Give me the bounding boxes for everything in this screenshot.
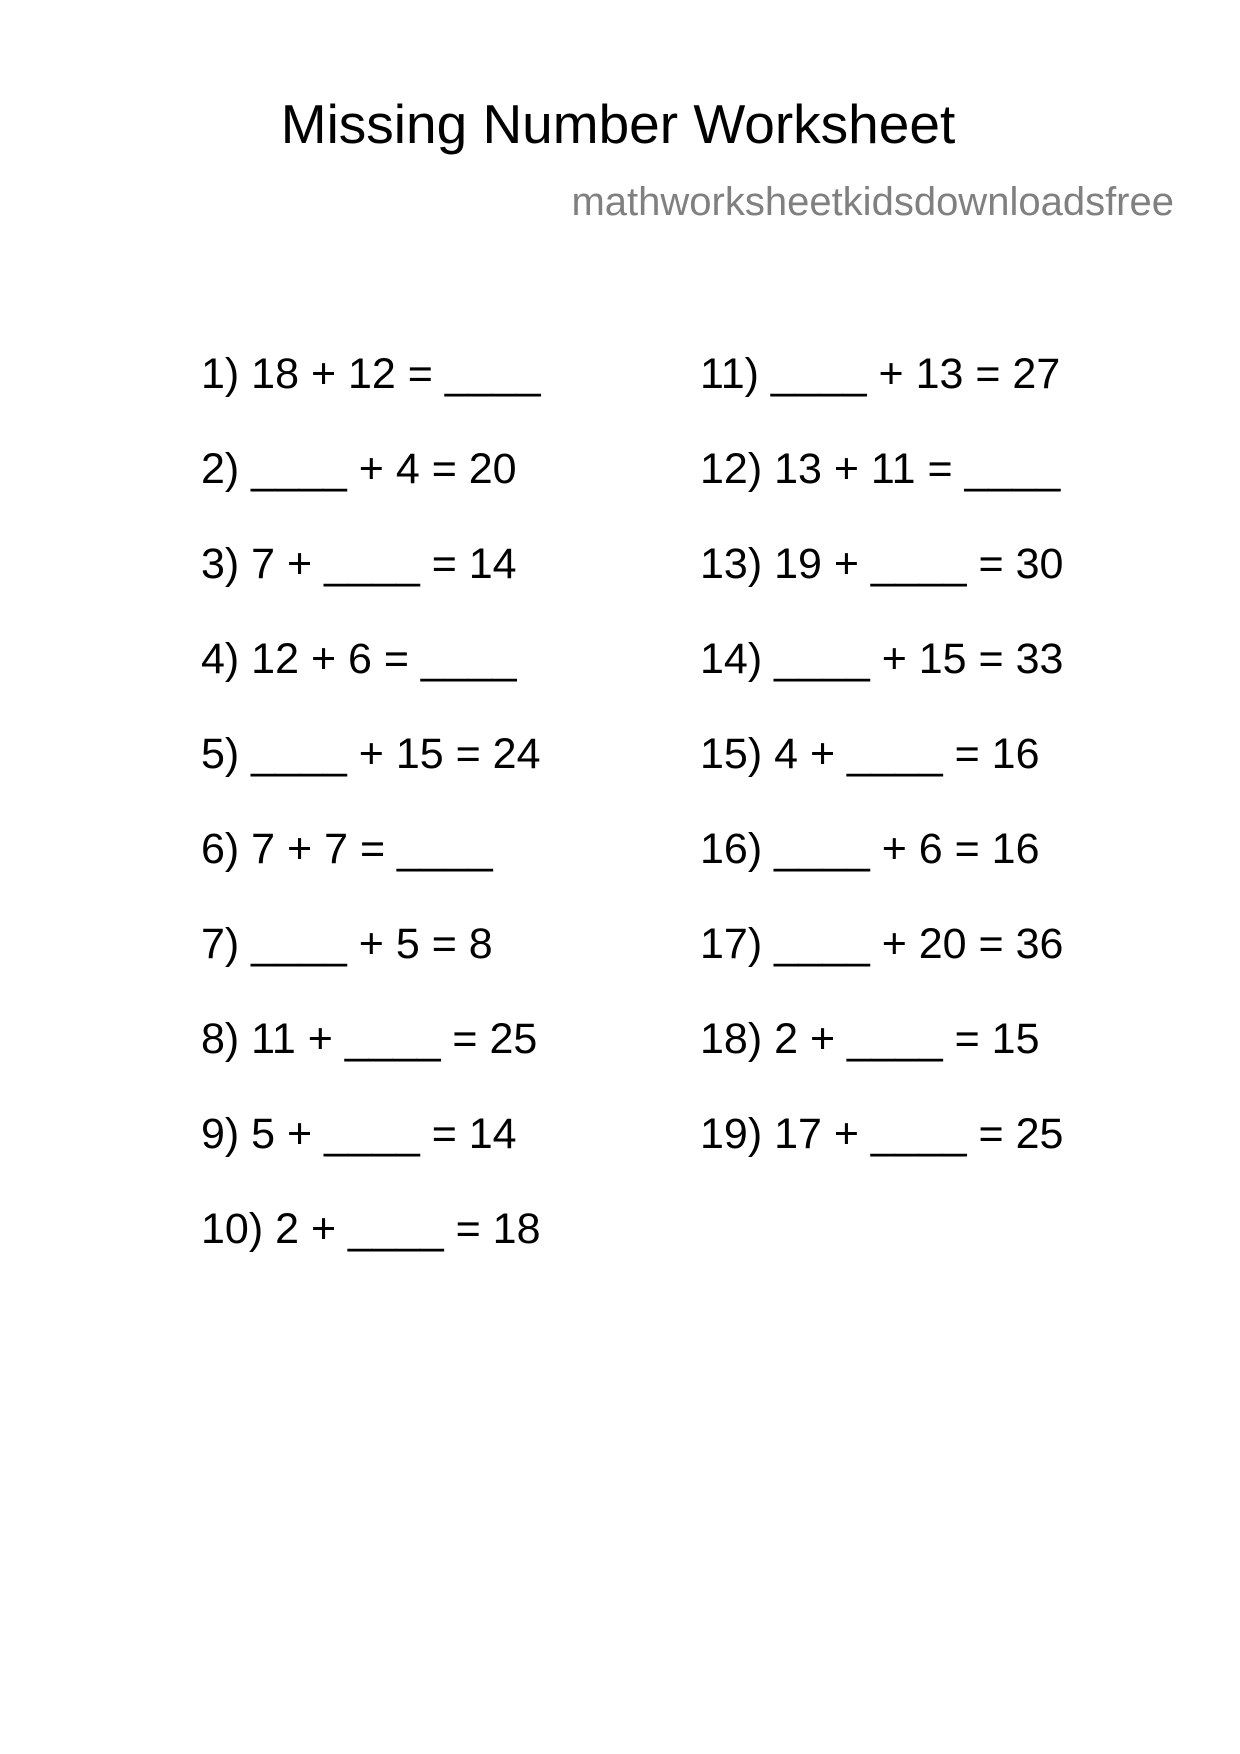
problem-4: 4) 12 + 6 = ____ [201, 635, 517, 683]
worksheet-title-text: Missing Number Worksheet [280, 93, 956, 155]
problem-3: 3) 7 + ____ = 14 [201, 540, 517, 588]
problem-12: 12) 13 + 11 = ____ [700, 445, 1061, 493]
problems-column-left [201, 348, 541, 1298]
problem-9: 9) 5 + ____ = 14 [201, 1110, 517, 1158]
problem-10: 10) 2 + ____ = 18 [201, 1205, 541, 1253]
problems-column-right [700, 348, 1063, 1203]
problem-5: 5) ____ + 15 = 24 [201, 730, 541, 778]
worksheet-title [0, 94, 1240, 154]
problem-18: 18) 2 + ____ = 15 [700, 1015, 1040, 1063]
problem-19: 19) 17 + ____ = 25 [700, 1110, 1064, 1158]
problem-17: 17) ____ + 20 = 36 [700, 920, 1064, 968]
problem-16: 16) ____ + 6 = 16 [700, 825, 1040, 873]
problem-2: 2) ____ + 4 = 20 [201, 445, 517, 493]
problem-6: 6) 7 + 7 = ____ [201, 825, 493, 873]
problem-15: 15) 4 + ____ = 16 [700, 730, 1040, 778]
worksheet-subtitle: mathworksheetkidsdownloadsfree [571, 180, 1174, 224]
problem-14: 14) ____ + 15 = 33 [700, 635, 1064, 683]
problem-8: 8) 11 + ____ = 25 [201, 1015, 538, 1063]
problem-13: 13) 19 + ____ = 30 [700, 540, 1064, 588]
problem-11: 11) ____ + 13 = 27 [700, 350, 1061, 398]
problem-1: 1) 18 + 12 = ____ [201, 350, 541, 398]
problem-7: 7) ____ + 5 = 8 [201, 920, 493, 968]
